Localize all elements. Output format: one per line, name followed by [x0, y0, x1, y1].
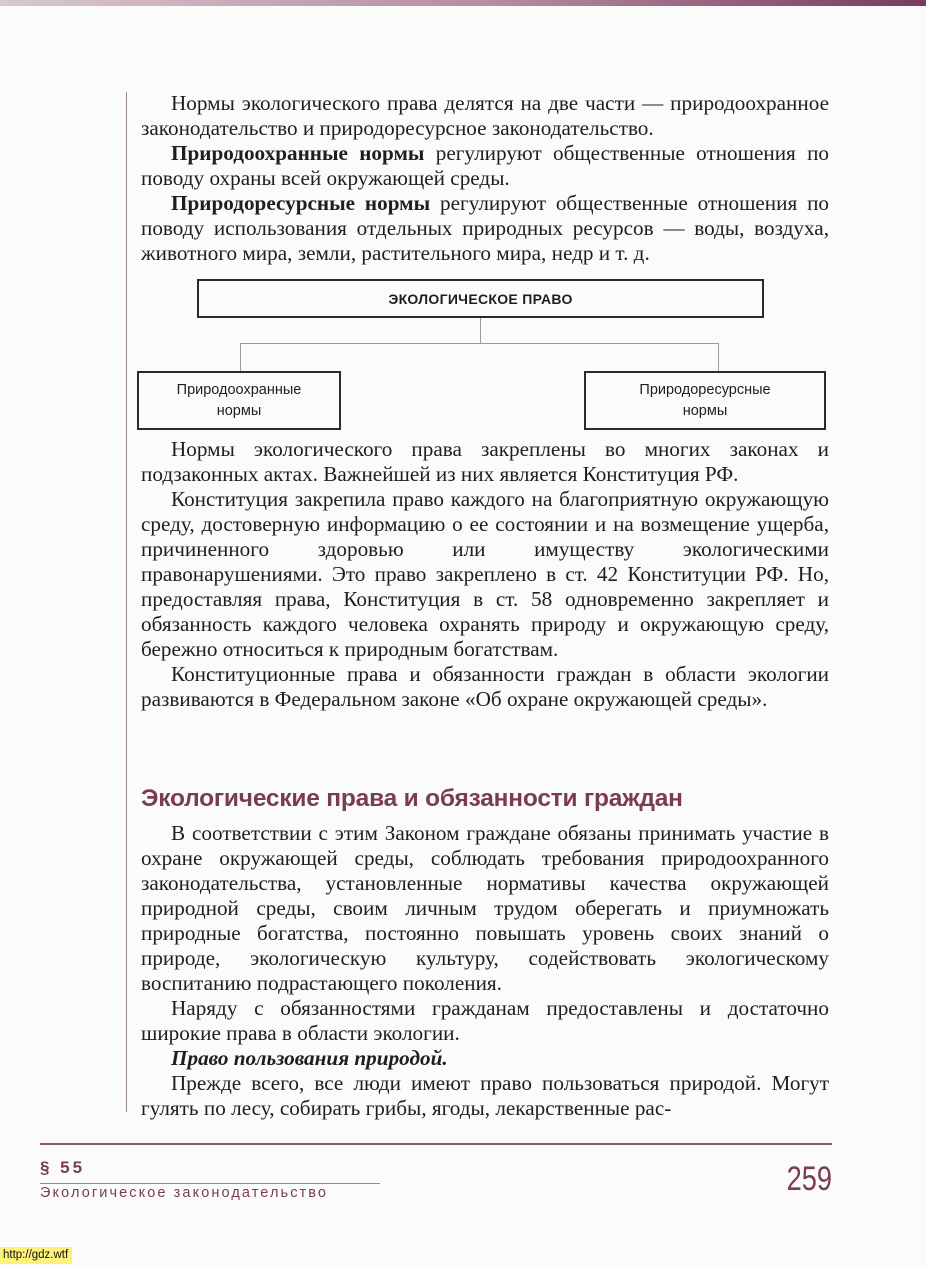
section-heading: Экологические права и обязанности граждан — [141, 785, 683, 812]
intro-text — [141, 91, 829, 266]
footer-rule — [40, 1143, 832, 1145]
margin-rule — [126, 92, 127, 1112]
rights-text — [141, 821, 829, 1121]
watermark-link[interactable]: http://gdz.wtf — [0, 1247, 72, 1264]
footer-thin-rule — [40, 1183, 380, 1184]
constitution-text — [141, 437, 829, 712]
paragraph: Конституционные права и обязанности граждан в области экологии развиваются в Федеральном законе «Об охране окружающей среды». — [141, 662, 829, 711]
chapter-title: Экологическое законодательство — [40, 1185, 329, 1201]
connector-line — [480, 318, 481, 344]
paragraph: Нормы экологического права закреплены во многих законах и подзаконных актах. Важнейшей из них является Конституция РФ. — [141, 437, 829, 486]
paragraph: Прежде всего, все люди имеют право пользоваться природой. Могут гулять по лесу, собирать грибы, ягоды, лекарственные рас- — [141, 1071, 829, 1120]
term-bold: Природоохранные нормы — [171, 141, 425, 165]
diagram-root-box: ЭКОЛОГИЧЕСКОЕ ПРАВО — [197, 279, 764, 318]
page-number: 259 — [786, 1160, 832, 1198]
connector-line — [240, 343, 718, 344]
paragraph: Природоохранные нормы регулируют общественные отношения по поводу охраны всей окружающей среды. — [141, 141, 829, 190]
connector-line — [718, 343, 719, 372]
top-color-bar — [0, 0, 926, 6]
paragraph: Конституция закрепила право каждого на благоприятную окружающую среду, достоверную информацию о ее состоянии и на возмещение ущерба, причиненного здоровью или имуществу экологическими правонарушениями. Это право закреплено в ст. 42 Конституции РФ. Но, предоставляя права, Конституция в ст. 58 одновременно закрепляет и обязанность каждого человека охранять природу и окружающую среду, бережно относиться к природным богатствам. — [141, 487, 829, 661]
paragraph: Природоресурсные нормы регулируют общественные отношения по поводу использования отдельных природных ресурсов — воды, воздуха, животного мира, земли, растительного мира, недр и т. д. — [141, 191, 829, 265]
paragraph: В соответствии с этим Законом граждане обязаны принимать участие в охране окружающей среды, соблюдать требования природоохранного законодательства, установленные нормативы качества окружающей природной среды, своим личным трудом оберегать и приумножать природные богатства, постоянно повышать уровень своих знаний о природе, экологическую культуру, содействовать экологическому воспитанию подрастающего поколения. — [141, 821, 829, 995]
diagram-left-box: Природоохранные нормы — [137, 371, 341, 430]
paragraph: Нормы экологического права делятся на две части — природоохранное законодательство и природоресурсное законодательство. — [141, 91, 829, 140]
subheading: Право пользования природой. — [171, 1046, 448, 1070]
term-bold: Природоресурсные нормы — [171, 191, 431, 215]
paragraph-number: § 55 — [40, 1158, 86, 1177]
paragraph: Наряду с обязанностями гражданам предоставлены и достаточно широкие права в области экологии. — [141, 996, 829, 1045]
connector-line — [240, 343, 241, 372]
diagram-right-box: Природоресурсные нормы — [584, 371, 826, 430]
